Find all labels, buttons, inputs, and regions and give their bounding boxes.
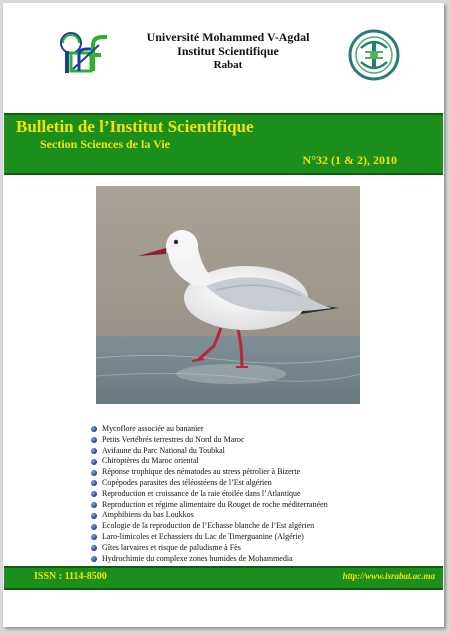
bullet-icon (91, 491, 97, 497)
bullet-icon (91, 534, 97, 540)
topic-label: Copépodes parasites des téléostéens de l’Est algérien (102, 477, 272, 487)
seagull-photo (96, 186, 360, 404)
topic-label: Ecologie de la reproduction de l’Echasse blanche de l’Est algérien (102, 521, 315, 531)
topic-item (91, 543, 328, 554)
footer-banner (4, 566, 443, 590)
topic-label: Gîtes larvaires et risque de paludisme à Fès (102, 542, 241, 552)
bullet-icon (91, 437, 97, 443)
topic-label: Reproduction et régime alimentaire du Rouget de roche méditerranéen (102, 499, 328, 509)
topic-label: Petits Vertébrés terrestres du Nord du Maroc (102, 434, 245, 444)
bullet-icon (91, 556, 97, 562)
institute-name: Institut Scientifique (177, 44, 279, 58)
topic-item (91, 500, 328, 511)
topic-label: Chiroptères du Maroc oriental (102, 456, 199, 466)
journal-title: Bulletin de l’Institut Scientifique (16, 117, 254, 136)
bullet-icon (91, 426, 97, 432)
website-link[interactable]: http://www.israbat.ac.ma (342, 571, 435, 581)
university-heading (123, 30, 333, 72)
topics-list (91, 424, 328, 564)
topic-item (91, 521, 328, 532)
bullet-icon (91, 459, 97, 465)
university-name: Université Mohammed V-Agdal (146, 30, 310, 44)
topic-label: Laro-limicoles et Echassiers du Lac de Timerguanine (Algérie) (102, 531, 304, 541)
topic-item (91, 532, 328, 543)
topic-label: Avifaune du Parc National du Toubkal (102, 445, 225, 455)
city-name: Rabat (213, 59, 243, 71)
topic-label: Reproduction et croissance de la raie étoilée dans l’Atlantique (102, 488, 301, 498)
journal-section: Section Sciences de la Vie (40, 137, 170, 151)
title-banner (4, 113, 443, 175)
topic-item (91, 489, 328, 500)
bullet-icon (91, 480, 97, 486)
bullet-icon (91, 470, 97, 476)
topic-item (91, 554, 328, 565)
topic-label: Hydrochimie du complexe zones humides de Mohammedia (102, 553, 293, 563)
journal-cover (3, 3, 444, 627)
topic-item (91, 424, 328, 435)
topic-item (91, 456, 328, 467)
topic-item (91, 510, 328, 521)
institute-emblem-icon (347, 28, 401, 82)
topic-label: Amphibiens du bas Loukkos (102, 510, 194, 520)
isr-logo-icon (59, 31, 111, 75)
topic-item (91, 435, 328, 446)
bullet-icon (91, 502, 97, 508)
issn-text: ISSN : 1114-8500 (34, 571, 107, 582)
bullet-icon (91, 448, 97, 454)
issue-number: N°32 (1 & 2), 2010 (302, 153, 397, 167)
bullet-icon (91, 545, 97, 551)
topic-item (91, 467, 328, 478)
topic-item (91, 446, 328, 457)
topic-label: Mycoflore associée au bananier (102, 424, 204, 433)
topic-item (91, 478, 328, 489)
bullet-icon (91, 513, 97, 519)
topic-label: Réponse trophique des nématodes au stress pétrolier à Bizerte (102, 467, 301, 477)
bullet-icon (91, 524, 97, 530)
